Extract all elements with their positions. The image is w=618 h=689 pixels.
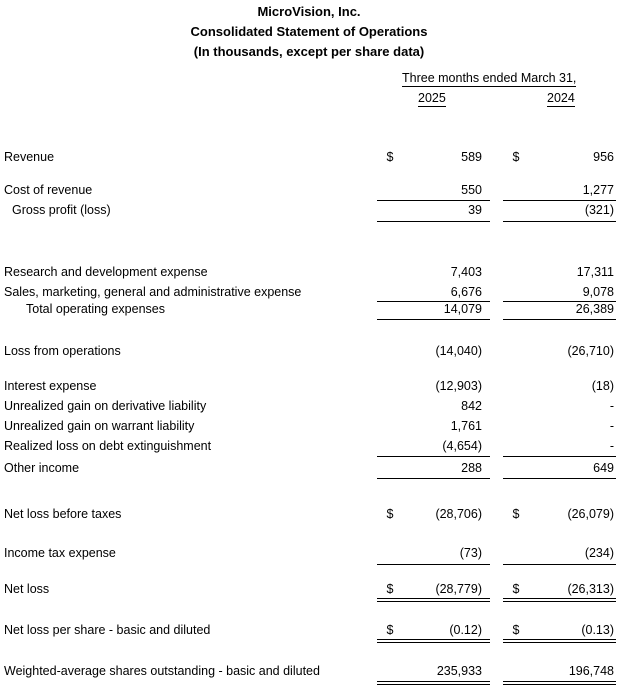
underline xyxy=(503,221,616,222)
value-2025: (4,654) xyxy=(442,439,482,453)
double-underline xyxy=(503,684,616,685)
value-2025: 6,676 xyxy=(450,285,482,299)
row-label: Cost of revenue xyxy=(4,183,93,197)
underline xyxy=(377,221,490,222)
value-2024: 956 xyxy=(593,150,614,164)
double-underline xyxy=(377,639,490,640)
table-row xyxy=(0,150,618,168)
value-2025: 1,761 xyxy=(450,419,482,433)
statement-subtitle: (In thousands, except per share data) xyxy=(193,44,425,59)
value-2024: - xyxy=(609,439,614,453)
underline xyxy=(377,478,490,479)
value-2024: (234) xyxy=(584,546,614,560)
underline xyxy=(377,456,490,457)
double-underline xyxy=(377,601,490,602)
row-label: Research and development expense xyxy=(4,265,208,279)
underline xyxy=(377,319,490,320)
table-row xyxy=(0,439,618,457)
double-underline xyxy=(503,598,616,599)
row-label: Income tax expense xyxy=(4,546,116,560)
row-label: Net loss xyxy=(4,582,50,596)
double-underline xyxy=(503,681,616,682)
dollar-sign: $ xyxy=(386,150,394,164)
row-label: Unrealized gain on derivative liability xyxy=(4,399,207,413)
row-label: Gross profit (loss) xyxy=(12,203,111,217)
value-2025: 550 xyxy=(461,183,482,197)
row-label: Total operating expenses xyxy=(26,302,165,316)
value-2024: 9,078 xyxy=(582,285,614,299)
double-underline xyxy=(503,642,616,643)
table-row xyxy=(0,344,618,362)
row-label: Net loss per share - basic and diluted xyxy=(4,623,211,637)
value-2025: 14,079 xyxy=(443,302,482,316)
row-label: Net loss before taxes xyxy=(4,507,122,521)
column-header-2024: 2024 xyxy=(547,91,575,105)
value-2024: (26,313) xyxy=(567,582,614,596)
underline xyxy=(377,200,490,201)
company-name: MicroVision, Inc. xyxy=(257,4,361,19)
dollar-sign: $ xyxy=(512,582,520,596)
table-row xyxy=(0,461,618,479)
value-2024: (0.13) xyxy=(581,623,614,637)
column-header-2025: 2025 xyxy=(418,91,446,105)
dollar-sign: $ xyxy=(386,582,394,596)
table-row xyxy=(0,183,618,201)
underline xyxy=(503,319,616,320)
value-2025: (0.12) xyxy=(449,623,482,637)
underline xyxy=(503,478,616,479)
dollar-sign: $ xyxy=(386,623,394,637)
row-label: Sales, marketing, general and administrative expense xyxy=(4,285,302,299)
double-underline xyxy=(377,642,490,643)
underline xyxy=(503,200,616,201)
table-row xyxy=(0,203,618,221)
value-2024: (18) xyxy=(591,379,614,393)
value-2024: 17,311 xyxy=(576,265,614,279)
value-2024: 649 xyxy=(593,461,614,475)
value-2024: - xyxy=(609,419,614,433)
table-row xyxy=(0,507,618,525)
value-2025: (73) xyxy=(459,546,482,560)
double-underline xyxy=(503,601,616,602)
value-2024: 196,748 xyxy=(568,664,614,678)
table-row xyxy=(0,302,618,320)
double-underline xyxy=(503,639,616,640)
value-2025: (12,903) xyxy=(435,379,482,393)
table-row xyxy=(0,399,618,417)
period-header: Three months ended March 31, xyxy=(402,71,577,85)
value-2024: (26,079) xyxy=(567,507,614,521)
table-row xyxy=(0,664,618,682)
double-underline xyxy=(377,681,490,682)
value-2025: 288 xyxy=(461,461,482,475)
value-2025: (14,040) xyxy=(435,344,482,358)
dollar-sign: $ xyxy=(512,150,520,164)
table-row xyxy=(0,265,618,283)
row-label: Other income xyxy=(4,461,80,475)
row-label: Realized loss on debt extinguishment xyxy=(4,439,212,453)
underline xyxy=(503,564,616,565)
underline xyxy=(377,564,490,565)
row-label: Interest expense xyxy=(4,379,97,393)
row-label: Revenue xyxy=(4,150,55,164)
row-label: Weighted-average shares outstanding - basic and diluted xyxy=(4,664,320,678)
double-underline xyxy=(377,684,490,685)
dollar-sign: $ xyxy=(386,507,394,521)
value-2025: 7,403 xyxy=(450,265,482,279)
double-underline xyxy=(377,598,490,599)
value-2025: (28,779) xyxy=(435,582,482,596)
value-2024: - xyxy=(609,399,614,413)
table-row xyxy=(0,419,618,437)
value-2024: 26,389 xyxy=(575,302,614,316)
value-2025: 235,933 xyxy=(436,664,482,678)
row-label: Loss from operations xyxy=(4,344,121,358)
value-2025: 589 xyxy=(461,150,482,164)
value-2024: 1,277 xyxy=(582,183,614,197)
statement-title: Consolidated Statement of Operations xyxy=(190,24,428,39)
value-2025: 842 xyxy=(461,399,482,413)
value-2024: (321) xyxy=(584,203,614,217)
value-2025: (28,706) xyxy=(435,507,482,521)
underline xyxy=(503,456,616,457)
dollar-sign: $ xyxy=(512,507,520,521)
row-label: Unrealized gain on warrant liability xyxy=(4,419,195,433)
table-row xyxy=(0,379,618,397)
value-2025: 39 xyxy=(468,203,482,217)
value-2024: (26,710) xyxy=(567,344,614,358)
dollar-sign: $ xyxy=(512,623,520,637)
table-row xyxy=(0,546,618,564)
